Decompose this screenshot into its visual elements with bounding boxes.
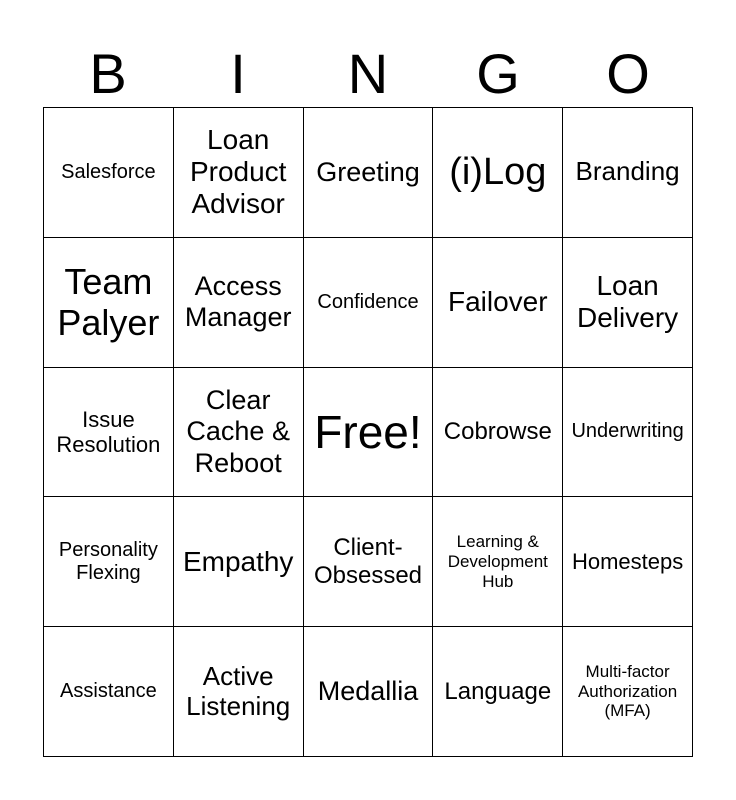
header-letter-o: O (606, 42, 650, 105)
cell-label: Active Listening (186, 660, 291, 721)
bingo-cell-r5c4[interactable] (433, 627, 563, 757)
cell-label: Greeting (316, 156, 420, 187)
bingo-cell-r1c3[interactable] (304, 108, 434, 238)
cell-label: Medallia (317, 676, 419, 707)
bingo-cell-r5c5[interactable] (563, 627, 693, 757)
cell-label: Salesforce (61, 160, 156, 183)
cell-label: Underwriting (571, 420, 684, 443)
cell-label: Assistance (60, 680, 157, 703)
bingo-cell-r4c3[interactable] (304, 497, 434, 627)
bingo-cell-r4c5[interactable] (563, 497, 693, 627)
cell-label: Issue Resolution (56, 406, 161, 457)
bingo-cell-r1c2[interactable] (174, 108, 304, 238)
cell-label: Loan Product Advisor (189, 124, 287, 220)
bingo-cell-r4c1[interactable] (44, 497, 174, 627)
bingo-cell-r1c5[interactable] (563, 108, 693, 238)
cell-label: Confidence (317, 290, 419, 313)
bingo-cell-r4c4[interactable] (433, 497, 563, 627)
header-letter-g: G (476, 42, 520, 105)
bingo-cell-r1c4[interactable] (433, 108, 563, 238)
cell-label: Cobrowse (443, 418, 552, 446)
cell-label: Clear Cache & Reboot (186, 385, 290, 478)
bingo-board (43, 107, 693, 757)
bingo-cell-r3c2[interactable] (174, 368, 304, 498)
bingo-cell-r2c1[interactable] (44, 238, 174, 368)
bingo-cell-r3c1[interactable] (44, 368, 174, 498)
bingo-cell-r3c4[interactable] (433, 368, 563, 498)
cell-label: Homesteps (571, 549, 684, 575)
cell-label: Multi-factor Authorization (MFA) (577, 662, 678, 721)
cell-label: Client-Obsessed (313, 534, 423, 589)
bingo-cell-r1c1[interactable] (44, 108, 174, 238)
header-letter-b: B (89, 42, 127, 105)
bingo-cell-r5c1[interactable] (44, 627, 174, 757)
cell-label: Loan Delivery (577, 270, 679, 334)
bingo-cell-r2c3[interactable] (304, 238, 434, 368)
bingo-cell-r2c5[interactable] (563, 238, 693, 368)
cell-label: Team Palyer (57, 260, 160, 344)
bingo-cell-r3c5[interactable] (563, 368, 693, 498)
bingo-cell-r2c4[interactable] (433, 238, 563, 368)
header-letter-i: I (230, 42, 246, 105)
header-letter-n: N (347, 42, 389, 105)
bingo-header (43, 40, 693, 108)
cell-label: Free! (314, 405, 422, 458)
cell-label: Access Manager (184, 271, 292, 333)
bingo-cell-r4c2[interactable] (174, 497, 304, 627)
cell-label: Personality Flexing (58, 538, 158, 584)
bingo-cell-r2c2[interactable] (174, 238, 304, 368)
cell-label: Failover (447, 286, 548, 318)
cell-label: Learning & Development Hub (447, 532, 548, 591)
cell-label: Branding (575, 156, 680, 187)
bingo-cell-r3c3-free[interactable] (304, 368, 434, 498)
cell-label: Empathy (182, 545, 294, 577)
bingo-cell-r5c2[interactable] (174, 627, 304, 757)
cell-label: Language (444, 677, 552, 705)
bingo-cell-r5c3[interactable] (304, 627, 434, 757)
cell-label: (i)Log (449, 150, 547, 193)
